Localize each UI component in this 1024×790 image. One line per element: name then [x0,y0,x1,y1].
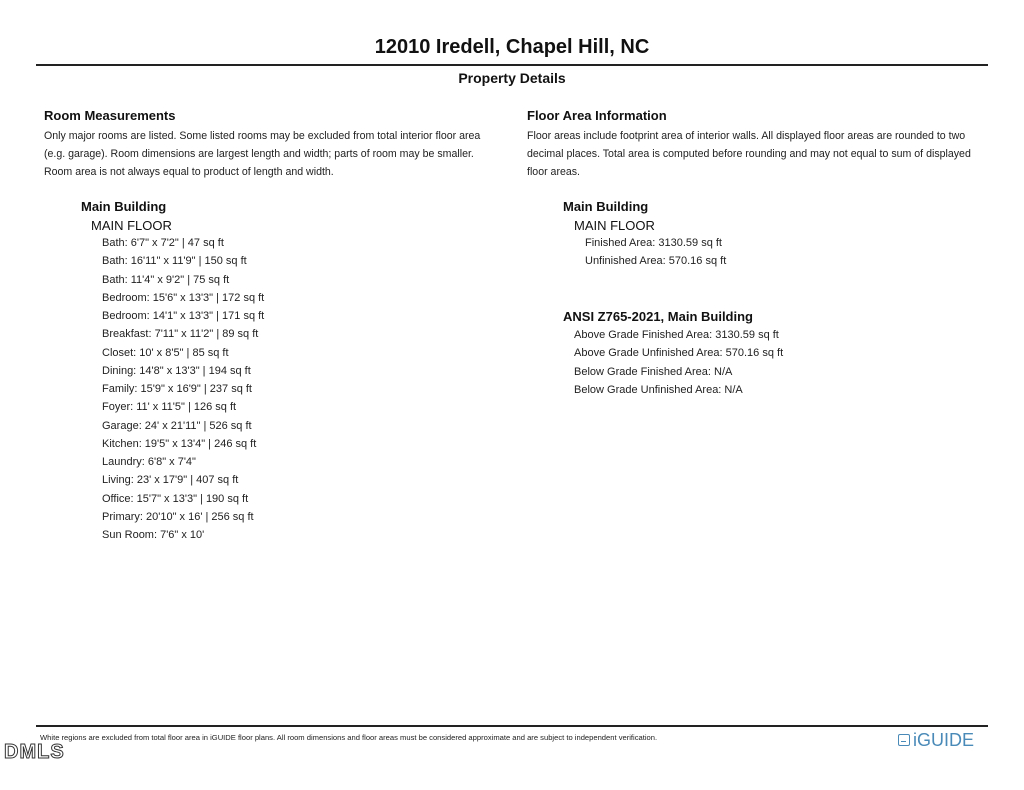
room-item: Office: 15'7" x 13'3" | 190 sq ft [102,492,249,505]
ansi-heading: ANSI Z765-2021, Main Building [563,309,753,324]
iguide-logo-text: iGUIDE [913,729,975,750]
floor-heading: MAIN FLOOR [574,218,655,233]
room-item: Bedroom: 15'6" x 13'3" | 172 sq ft [102,291,265,304]
room-item: Garage: 24' x 21'11" | 526 sq ft [102,419,252,432]
room-item: Primary: 20'10" x 16' | 256 sq ft [102,510,254,523]
room-item: Kitchen: 19'5" x 13'4" | 246 sq ft [102,437,257,450]
floor-heading: MAIN FLOOR [91,218,172,233]
area-item: Finished Area: 3130.59 sq ft [585,237,722,249]
iguide-logo [898,729,974,751]
room-item: Breakfast: 7'11" x 11'2" | 89 sq ft [102,328,259,341]
note-line: decimal places. Total area is computed before rounding and may not equal to sum of displayed [527,148,971,160]
room-measurements-title: Room Measurements [44,108,176,123]
note-line: Only major rooms are listed. Some listed rooms may be excluded from total interior floor area [44,130,481,142]
ansi-area-item: Above Grade Unfinished Area: 570.16 sq ft [574,347,784,360]
room-measurements-note [44,127,504,181]
room-item: Family: 15'9" x 16'9" | 237 sq ft [102,383,252,395]
note-line: Floor areas include footprint area of interior walls. All displayed floor areas are rounded to two [527,130,966,142]
ansi-area-item: Below Grade Finished Area: N/A [574,365,733,378]
room-item: Bath: 11'4" x 9'2" | 75 sq ft [102,273,230,286]
footer-divider [36,725,988,727]
note-line: floor areas. [527,166,580,178]
building-heading: Main Building [563,199,649,214]
header-divider [36,64,988,66]
dmls-watermark: DMLS [4,741,65,763]
building-heading: Main Building [81,199,167,214]
ansi-area-item: Below Grade Unfinished Area: N/A [574,383,743,396]
room-item: Dining: 14'8" x 13'3" | 194 sq ft [102,364,251,377]
room-list [102,234,264,544]
room-item: Foyer: 11' x 11'5" | 126 sq ft [102,401,237,414]
note-line: Room area is not always equal to product of length and width. [44,166,334,178]
floor-area-section [527,108,997,396]
area-item: Unfinished Area: 570.16 sq ft [585,255,727,268]
room-item: Closet: 10' x 8'5" | 85 sq ft [102,346,229,359]
room-item: Sun Room: 7'6" x 10' [102,529,205,541]
room-item: Bath: 16'11" x 11'9" | 150 sq ft [102,255,247,268]
floor-area-title: Floor Area Information [527,108,667,123]
room-item: Bath: 6'7" x 7'2" | 47 sq ft [102,237,224,249]
area-list [585,234,726,271]
ansi-area-item: Above Grade Finished Area: 3130.59 sq ft [574,329,779,341]
footer-disclaimer: White regions are excluded from total floor area in iGUIDE floor plans. All room dimensions and floor areas must be considered approximate and are subject to independent verification. [40,733,658,742]
ansi-area-list [574,326,783,399]
room-item: Laundry: 6'8" x 7'4" [102,456,196,468]
room-item: Living: 23' x 17'9" | 407 sq ft [102,474,239,487]
room-measurements-section [44,108,504,541]
room-item: Bedroom: 14'1" x 13'3" | 171 sq ft [102,310,265,322]
iguide-logo-icon [898,734,910,746]
page-title: 12010 Iredell, Chapel Hill, NC [374,36,650,58]
page-subtitle: Property Details [458,70,566,86]
note-line: (e.g. garage). Room dimensions are largest length and width; parts of room may be smaller. [44,148,474,160]
floor-area-note [527,127,997,181]
